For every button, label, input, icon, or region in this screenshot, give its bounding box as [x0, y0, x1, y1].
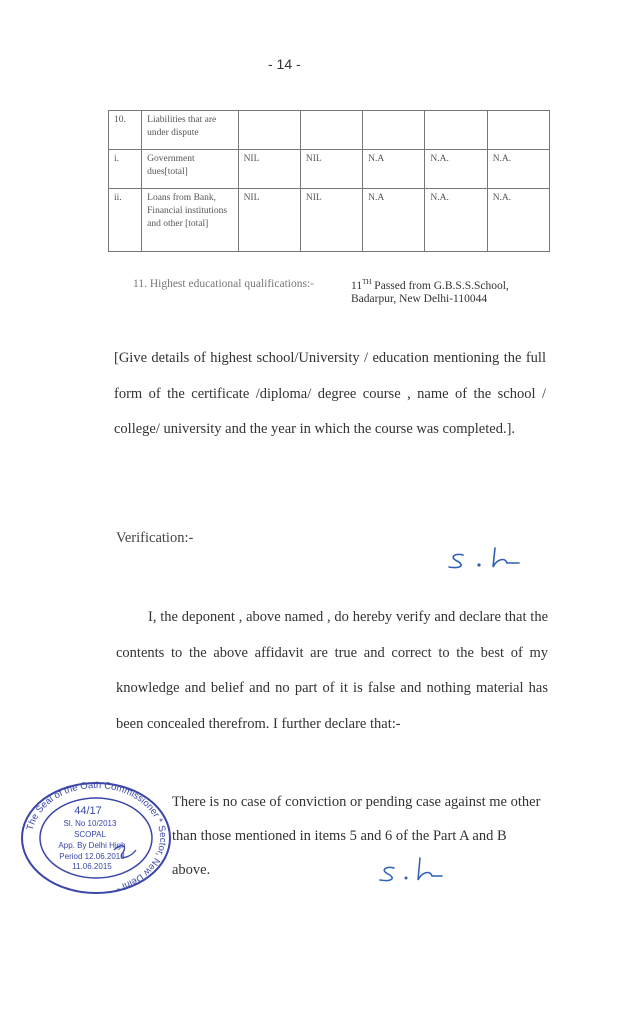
verification-heading: Verification:-	[116, 530, 194, 546]
row-value: N.A	[363, 150, 425, 189]
liabilities-table	[108, 110, 550, 252]
row-value	[487, 111, 549, 150]
seal-line-5: 11.06.2015	[72, 862, 112, 871]
oath-commissioner-seal	[18, 780, 174, 896]
table-row	[109, 150, 550, 189]
row-value: NIL	[238, 189, 300, 252]
row-value	[425, 111, 487, 150]
qualification-grade-suffix: TH	[362, 278, 372, 286]
row-value: N.A.	[487, 189, 549, 252]
row-description: Loans from Bank, Financial institutions and other [total]	[142, 189, 238, 252]
row-description: Government dues[total]	[142, 150, 238, 189]
instruction-paragraph: [Give details of highest school/University / education mentioning the full form of the certificate /diploma/ degree course , name of the school / college/ university and the year in which the course was completed.].	[114, 350, 546, 437]
seal-line-1: Sl. No 10/2013	[63, 819, 117, 828]
row-number: ii.	[109, 189, 142, 252]
signature-mark	[376, 856, 446, 886]
qualification-label: 11. Highest educational qualifications:-	[133, 278, 314, 290]
conviction-paragraph: There is no case of conviction or pending case against me other than those mentioned in items 5 and 6 of the Part A and B above.	[172, 794, 541, 878]
seal-line-3: App. By Delhi High	[58, 841, 126, 850]
qualification-value-line1	[351, 278, 509, 292]
row-value	[238, 111, 300, 150]
seal-line-2: SCOPAL	[74, 830, 106, 839]
row-value: N.A	[363, 189, 425, 252]
row-description: Liabilities that are under dispute	[142, 111, 238, 150]
page-number: - 14 -	[268, 56, 301, 72]
row-value: N.A.	[425, 150, 487, 189]
seal-line-4: Period 12.06.2013	[59, 852, 125, 861]
qualification-grade: 11	[351, 279, 363, 292]
row-value: NIL	[300, 189, 362, 252]
row-value	[363, 111, 425, 150]
row-value: N.A.	[425, 189, 487, 252]
signature-mark	[443, 545, 527, 575]
seal-ring-text: The Seal of the Oath Commissioner * Sector, New Delhi *	[24, 780, 169, 894]
row-number: 10.	[109, 111, 142, 150]
qualification-value-line2: Badarpur, New Delhi-110044	[351, 293, 488, 305]
row-value: NIL	[300, 150, 362, 189]
table-row	[109, 111, 550, 150]
seal-handwritten-number: 44/17	[74, 805, 102, 817]
row-value: NIL	[238, 150, 300, 189]
table-row	[109, 189, 550, 252]
row-value	[300, 111, 362, 150]
row-number: i.	[109, 150, 142, 189]
qualification-school: Passed from G.B.S.S.School,	[371, 279, 509, 292]
verification-paragraph: I, the deponent , above named , do hereby verify and declare that the contents to the above affidavit are true and correct to the best of my knowledge and belief and no part of it is false and nothing material has been concealed therefrom. I further declare that:-	[116, 609, 548, 732]
row-value: N.A.	[487, 150, 549, 189]
